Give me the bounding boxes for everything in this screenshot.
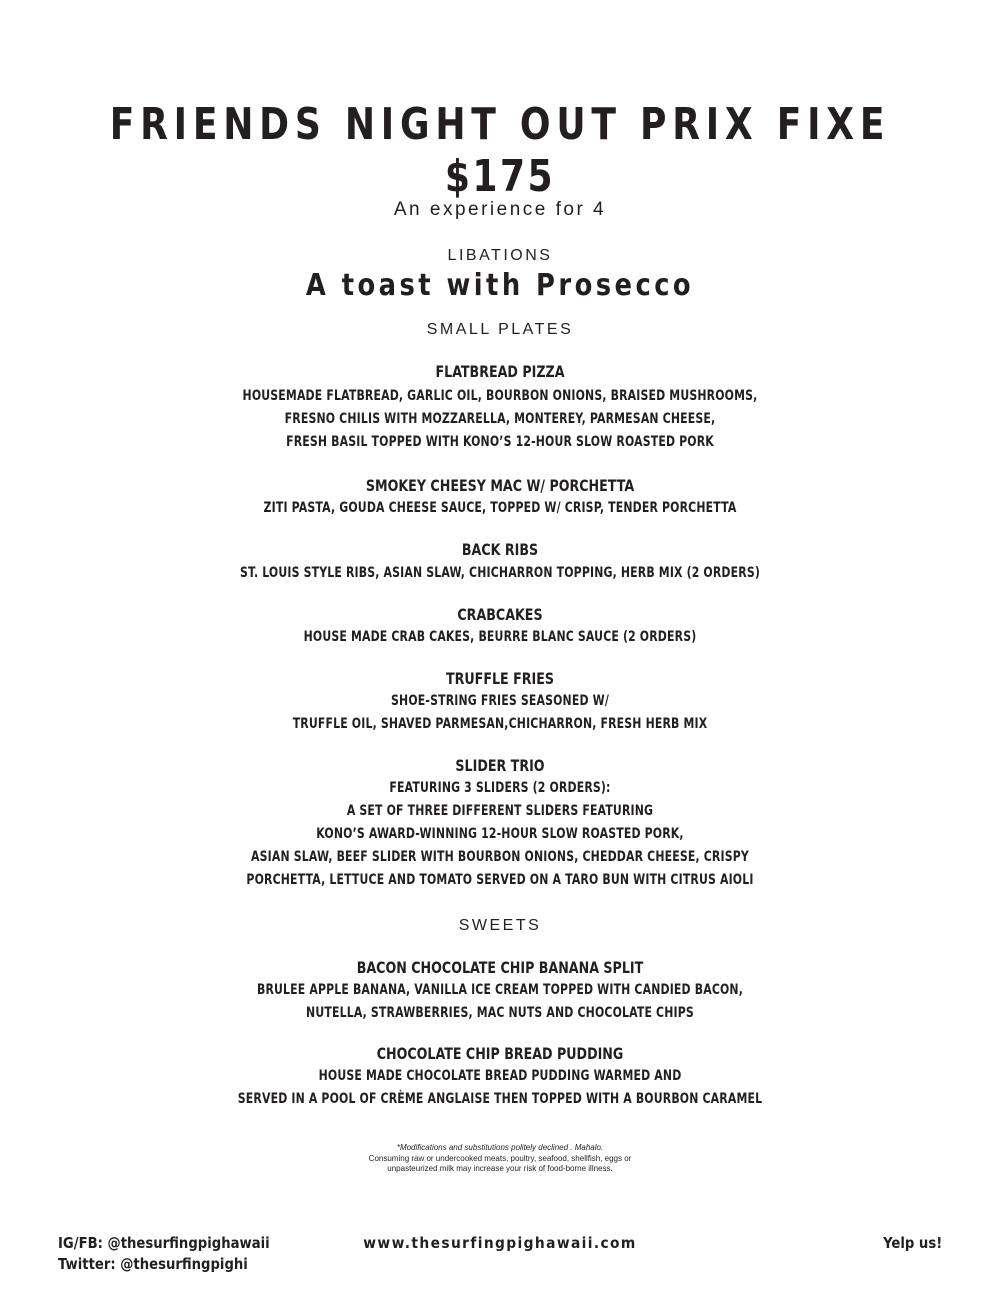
- yelp-link[interactable]: Yelp us!: [882, 1234, 942, 1252]
- description-line: FRESH BASIL TOPPED WITH KONO’S 12-HOUR SLOW ROASTED PORK: [286, 434, 714, 450]
- menu-item-description: [110, 777, 890, 892]
- description-line: FRESNO CHILIS WITH MOZZARELLA, MONTEREY, PARMESAN CHEESE,: [284, 411, 716, 427]
- description-line: A SET OF THREE DIFFERENT SLIDERS FEATURING: [346, 803, 654, 819]
- menu-item-description: [110, 690, 890, 736]
- twitter-handle[interactable]: Twitter: @thesurfingpighi: [58, 1255, 248, 1273]
- menu-subtitle: An experience for 4: [393, 199, 607, 220]
- description-line: NUTELLA, STRAWBERRIES, MAC NUTS AND CHOCOLATE CHIPS: [306, 1005, 694, 1021]
- menu-item-name: SLIDER TRIO: [455, 756, 545, 775]
- description-line: KONO’S AWARD-WINNING 12-HOUR SLOW ROASTED PORK,: [316, 826, 684, 842]
- description-line: FEATURING 3 SLIDERS (2 ORDERS):: [389, 780, 611, 796]
- instagram-facebook-handle[interactable]: IG/FB: @thesurfingpighawaii: [58, 1234, 270, 1252]
- disclaimer: [0, 1143, 1000, 1175]
- menu-title: FRIENDS NIGHT OUT PRIX FIXE: [109, 99, 891, 150]
- menu-item-name: CRABCAKES: [457, 605, 543, 624]
- menu-item-description: [110, 562, 890, 585]
- menu-item-description: [110, 979, 890, 1025]
- description-line: SERVED IN A POOL OF CRÈME ANGLAISE THEN TOPPED WITH A BOURBON CARAMEL: [237, 1091, 763, 1107]
- description-line: ASIAN SLAW, BEEF SLIDER WITH BOURBON ONIONS, CHEDDAR CHEESE, CRISPY: [251, 849, 749, 865]
- description-line: ST. LOUIS STYLE RIBS, ASIAN SLAW, CHICHARRON TOPPING, HERB MIX (2 ORDERS): [239, 565, 761, 581]
- menu-item-description: [110, 385, 890, 454]
- menu-item-name: BACON CHOCOLATE CHIP BANANA SPLIT: [356, 958, 644, 977]
- description-line: ZITI PASTA, GOUDA CHEESE SAUCE, TOPPED W/ CRISP, TENDER PORCHETTA: [263, 500, 737, 516]
- menu-item-name: BACK RIBS: [461, 540, 539, 559]
- menu-item-name: FLATBREAD PIZZA: [435, 362, 565, 381]
- section-label-libations: LIBATIONS: [447, 247, 553, 264]
- section-label-sweets: SWEETS: [458, 917, 542, 934]
- website-link[interactable]: www.thesurfingpighawaii.com: [363, 1234, 637, 1252]
- description-line: HOUSE MADE CRAB CAKES, BEURRE BLANC SAUCE (2 ORDERS): [303, 629, 697, 645]
- menu-price: $175: [444, 151, 556, 202]
- disclaimer-line: *Modifications and substitutions politely declined . Mahalo.: [396, 1143, 604, 1152]
- disclaimer-line: unpasteurized milk may increase your risk of food-borne illness.: [387, 1164, 613, 1173]
- description-line: BRULEE APPLE BANANA, VANILLA ICE CREAM TOPPED WITH CANDIED BACON,: [256, 982, 744, 998]
- disclaimer-line: Consuming raw or undercooked meats, poultry, seafood, shellfish, eggs or: [368, 1153, 632, 1163]
- description-line: PORCHETTA, LETTUCE AND TOMATO SERVED ON A TARO BUN WITH CITRUS AIOLI: [246, 872, 754, 888]
- description-line: TRUFFLE OIL, SHAVED PARMESAN,CHICHARRON, FRESH HERB MIX: [292, 716, 708, 732]
- description-line: HOUSEMADE FLATBREAD, GARLIC OIL, BOURBON ONIONS, BRAISED MUSHROOMS,: [242, 388, 758, 404]
- libation-item: A toast with Prosecco: [305, 268, 695, 303]
- menu-item-name: SMOKEY CHEESY MAC W/ PORCHETTA: [365, 476, 635, 495]
- menu-item-name: CHOCOLATE CHIP BREAD PUDDING: [376, 1044, 624, 1063]
- menu-item-description: [110, 1065, 890, 1111]
- section-label-small-plates: SMALL PLATES: [426, 321, 574, 338]
- description-line: SHOE-STRING FRIES SEASONED W/: [391, 693, 609, 709]
- menu-item-description: [110, 626, 890, 649]
- menu-item-name: TRUFFLE FRIES: [445, 669, 555, 688]
- menu-item-description: [110, 497, 890, 520]
- description-line: HOUSE MADE CHOCOLATE BREAD PUDDING WARMED AND: [318, 1068, 682, 1084]
